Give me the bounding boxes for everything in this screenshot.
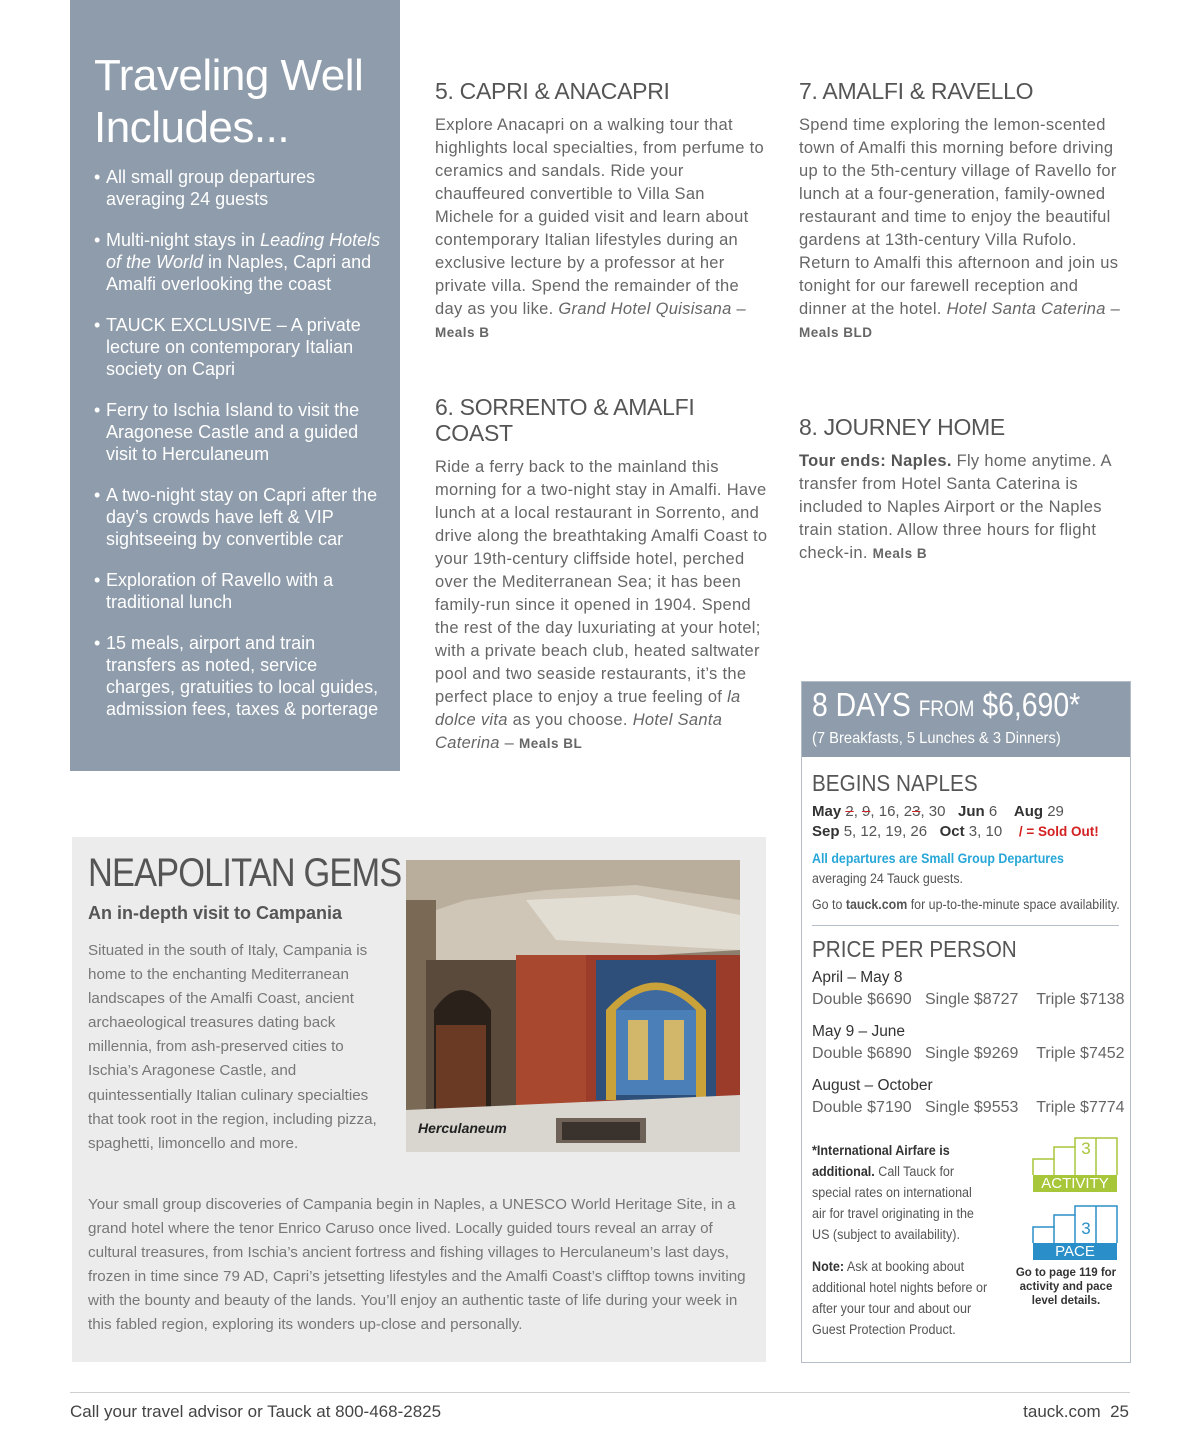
meals-summary: (7 Breakfasts, 5 Lunches & 3 Dinners): [812, 730, 1061, 747]
sold-out-legend: / = Sold Out!: [1018, 824, 1099, 839]
include-item: • Multi-night stays in Leading Hotels of the World in Naples, Capri and Amalfi overlooking the coast: [94, 230, 381, 294]
day-6-section: [435, 394, 770, 755]
day-6-hotel: Hotel Santa Caterina: [435, 711, 723, 752]
small-group-note: All departures are Small Group Departures: [812, 851, 1064, 866]
gems-subtitle: An in-depth visit to Campania: [88, 903, 343, 923]
day-6-meals: Meals BL: [519, 736, 583, 751]
include-item: • 15 meals, airport and train transfers as noted, service charges, gratuities to local guides, admission fees, taxes & porterage: [94, 633, 379, 719]
day-5-title: 5. CAPRI & ANACAPRI: [435, 78, 670, 104]
day-8-section: [799, 414, 1124, 565]
pricing-header: [802, 682, 1130, 757]
price-headline: 8 DAYS FROM $6,690*: [812, 686, 1081, 723]
averaging-note: averaging 24 Tauck guests.: [812, 871, 963, 886]
day-7-title: 7. AMALFI & RAVELLO: [799, 78, 1034, 104]
gems-title: NEAPOLITAN GEMS: [88, 851, 402, 895]
tauck-link[interactable]: tauck.com: [845, 897, 908, 912]
neapolitan-gems-box: [72, 837, 766, 1362]
season-prices: Double $7190 Single $9553 Triple $7774: [812, 1099, 1125, 1116]
pace-level-icon: [1032, 1205, 1118, 1261]
divider: [812, 925, 1119, 926]
day-7-section: [799, 78, 1124, 344]
season-prices: Double $6890 Single $9269 Triple $7452: [812, 1045, 1125, 1062]
footer-divider: [70, 1392, 1130, 1393]
page-number: 25: [1110, 1402, 1129, 1421]
footer-contact: Call your travel advisor or Tauck at 800-468-2825: [70, 1402, 442, 1421]
season-name: August – October: [812, 1077, 933, 1094]
herculaneum-illustration: [406, 860, 740, 1152]
booking-note: Note: Ask at booking about additional hotel nights before or after your tour and about our Guest Protection Product.: [812, 1259, 988, 1337]
activity-pace-note: Go to page 119 for activity and pace level details.: [1015, 1267, 1117, 1307]
gems-body: Your small group discoveries of Campania begin in Naples, a UNESCO World Heritage Site, in a grand hotel where the tenor Enrico Caruso once lived. Locally guided tours reveal an array of cultural treasures, from Ischia’s ancient fortress and fishing villages to Herculaneum’s last days, frozen in time since 79 AD, Capri’s jetsetting lifestyles and the Amalfi Coast’s clifftop towns inviting with the bounty and beauty of the lands. You’ll enjoy an authentic taste of life during your week in this fabled region, exploring its wonders up-close and personally.: [88, 1196, 746, 1334]
season-name: April – May 8: [812, 969, 903, 986]
footer-page-info: [1023, 1402, 1129, 1422]
goto-site-note: Go to tauck.com for up-to-the-minute space availability.: [812, 897, 1120, 912]
includes-panel: [70, 0, 400, 771]
includes-title: [94, 50, 363, 154]
pace-level-number: 3: [1081, 1219, 1091, 1238]
day-8-text: Tour ends: Naples. Fly home anytime. A transfer from Hotel Santa Caterina is included to Naples Airport or the Naples train station. Allow three hours for flight check-in. Meals B: [799, 452, 1111, 562]
airfare-note: *International Airfare is additional. Call Tauck for special rates on international air for travel originating in the US (subject to availability).: [812, 1143, 974, 1242]
begins-naples: BEGINS NAPLES: [812, 770, 978, 796]
include-item: • Ferry to Ischia Island to visit the Aragonese Castle and a guided visit to Herculaneum: [94, 400, 360, 464]
day-7-hotel: Hotel Santa Caterina: [946, 300, 1106, 318]
day-7-text: Spend time exploring the lemon-scented town of Amalfi this morning before driving up to the 5th-century village of Ravello for lunch at a four-generation, family-owned restaurant and time to enjoy the beautiful gardens at 13th-century Villa Rufolo. Return to Amalfi this afternoon and join us tonight for our farewell reception and dinner at the hotel. Hotel Santa Caterina – Meals BLD: [799, 116, 1121, 340]
include-item: • TAUCK EXCLUSIVE – A private lecture on contemporary Italian society on Capri: [94, 315, 361, 379]
herculaneum-photo: [406, 860, 740, 1152]
departure-dates-row1: May 2, 9, 16, 23, 30 Jun 6 Aug 29: [812, 803, 1064, 820]
price-per-person-title: PRICE PER PERSON: [812, 936, 1017, 962]
include-item: • A two-night stay on Capri after the day’s crowds have left & VIP sightseeing by convertible car: [94, 485, 378, 549]
include-item: • All small group departures averaging 24 guests: [94, 167, 316, 209]
includes-list: [94, 166, 384, 739]
day-5-section: [435, 78, 767, 344]
day-7-meals: Meals BLD: [799, 325, 873, 340]
day-6-text: Ride a ferry back to the mainland this morning for a two-night stay in Amalfi. Have lunch at a local restaurant in Sorrento, and drive along the breathtaking Amalfi Coast to your 19th-century cliffside hotel, perched over the Mediterranean Sea; it has been family-run since it opened in 1904. Spend the rest of the day luxuriating at your hotel; with a private beach club, heated saltwater pool and two seaside restaurants, it’s the perfect place to enjoy a true feeling of la dolce vita as you choose. Hotel Santa Caterina – Meals BL: [435, 458, 768, 752]
photo-caption: Herculaneum: [418, 1120, 507, 1136]
season-prices: Double $6690 Single $8727 Triple $7138: [812, 991, 1125, 1008]
includes-title-line1: Traveling Well: [94, 51, 364, 100]
day-8-title: 8. JOURNEY HOME: [799, 414, 1005, 440]
pricing-box: [801, 681, 1131, 1363]
footer-site-link[interactable]: tauck.com: [1023, 1402, 1101, 1421]
activity-level-number: 3: [1081, 1139, 1091, 1158]
gems-intro: Situated in the south of Italy, Campania is home to the enchanting Mediterranean landscapes of the Amalfi Coast, ancient archaeological treasures dating back millennia, from ash-preserved cities to Ischia’s Aragonese Castle, and quintessentially Italian culinary specialties that took root in the region, including pizza, spaghetti, limoncello and more.: [88, 942, 377, 1152]
activity-level-icon: [1032, 1137, 1118, 1193]
departure-dates-row2: Sep 5, 12, 19, 26 Oct 3, 10 / = Sold Out!: [812, 823, 1099, 840]
day-6-title: 6. SORRENTO & AMALFI COAST: [435, 394, 695, 446]
day-5-text: Explore Anacapri on a walking tour that highlights local specialties, from perfume to ceramics and sandals. Ride your chauffeured convertible to Villa San Michele for a guided visit and learn about contemporary Italian lifestyles during an exclusive lecture by a professor at her private villa. Spend the remainder of the day as you like. Grand Hotel Quisisana – Meals B: [435, 116, 764, 340]
day-5-meals: Meals B: [435, 325, 490, 340]
season-name: May 9 – June: [812, 1023, 906, 1040]
day-8-meals: Meals B: [872, 546, 928, 561]
pace-label: PACE: [1055, 1243, 1095, 1260]
include-item: • Exploration of Ravello with a traditional lunch: [94, 570, 334, 612]
day-5-hotel: Grand Hotel Quisisana: [558, 300, 732, 318]
activity-label: ACTIVITY: [1041, 1175, 1109, 1192]
includes-title-line2: Includes...: [94, 103, 290, 152]
